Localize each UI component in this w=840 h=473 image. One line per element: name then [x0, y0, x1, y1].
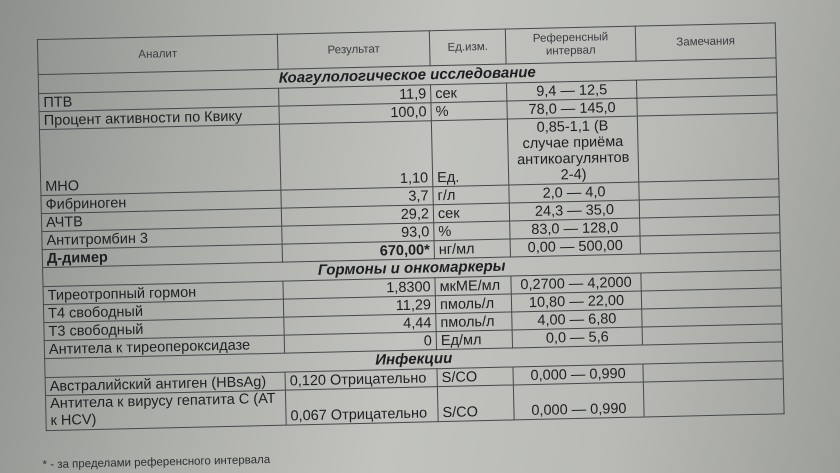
analyte-name: Антитела к тиреопероксидазе	[44, 335, 284, 358]
reference-range: 24,3 — 35,0	[509, 200, 639, 221]
result-value: 0	[284, 332, 436, 353]
analyte-name: Процент активности по Квику	[39, 106, 279, 129]
reference-range: 10,80 — 22,00	[511, 291, 641, 312]
unit: пмоль/л	[435, 294, 511, 314]
unit: мкМЕ/мл	[435, 276, 511, 296]
analyte-name: Австралийский антиген (HBsAg)	[45, 372, 285, 395]
section-infections: Инфекции	[45, 342, 783, 378]
result-value: 11,29	[283, 296, 435, 317]
result-value: 93,0	[282, 223, 434, 244]
unit: нг/мл	[434, 239, 510, 259]
reference-range: 83,0 — 128,0	[510, 218, 640, 239]
header-unit: Ед.изм.	[429, 29, 506, 66]
reference-range: 0,000 — 0,990	[513, 364, 643, 385]
notes-cell	[643, 379, 784, 417]
analyte-name: Т3 свободный	[44, 317, 284, 340]
reference-range: 0,00 — 500,00	[510, 236, 640, 257]
unit: сек	[433, 203, 509, 223]
result-value-flagged: 670,00*	[282, 241, 434, 262]
analyte-name: Д-димер	[42, 244, 282, 267]
reference-range: 4,00 — 6,80	[512, 309, 642, 330]
unit: г/л	[433, 185, 509, 205]
reference-range: 2,0 — 4,0	[509, 182, 639, 203]
footnote: * - за пределами референсного интервала	[42, 453, 271, 472]
unit: %	[431, 101, 507, 121]
result-value: 11,9	[279, 85, 431, 106]
section-hormones: Гормоны и онкомаркеры	[43, 251, 781, 287]
result-value: 1,10	[279, 121, 432, 190]
unit: сек	[431, 83, 507, 103]
analyte-name: Антитела к вирусу гепатита С (АТ к HCV)	[45, 390, 286, 430]
reference-range: 0,0 — 5,6	[512, 327, 642, 348]
analyte-name: Т4 свободный	[43, 299, 283, 322]
analyte-name: МНО	[39, 124, 280, 195]
analyte-name: АЧТВ	[41, 208, 281, 231]
lab-results-table	[37, 22, 785, 431]
reference-range: 0,2700 — 4,2000	[511, 273, 641, 294]
result-value: 0,067 Отрицательно	[285, 387, 438, 425]
section-coagulation: Коагулологическое исследование	[38, 58, 776, 94]
unit: S/CO	[437, 367, 513, 387]
header-analyte: Аналит	[37, 34, 278, 74]
unit: S/CO	[437, 385, 514, 422]
result-value: 4,44	[284, 314, 436, 335]
reference-range: 9,4 — 12,5	[507, 80, 637, 101]
unit: пмоль/л	[436, 312, 512, 332]
result-value: 100,0	[279, 103, 431, 124]
result-value: 1,8300	[283, 278, 435, 299]
unit: %	[434, 221, 510, 241]
analyte-name: Тиреотропный гормон	[43, 281, 283, 304]
unit: Ед/мл	[436, 330, 512, 350]
analyte-name: Антитромбин 3	[42, 226, 282, 249]
reference-range: 0,000 — 0,990	[513, 382, 644, 420]
reference-range: 0,85-1,1 (В случае приёма антикоагулянтов 2-4)	[507, 116, 638, 185]
result-value: 3,7	[281, 187, 433, 208]
analyte-name: Фибриноген	[41, 190, 281, 213]
analyte-name: ПТВ	[39, 88, 279, 111]
result-value: 0,120 Отрицательно	[285, 369, 437, 390]
header-notes: Замечания	[635, 23, 776, 61]
header-result: Результат	[277, 31, 430, 69]
unit: Ед.	[431, 119, 508, 187]
reference-range: 78,0 — 145,0	[507, 98, 637, 119]
notes-cell	[637, 113, 778, 182]
result-value: 29,2	[281, 205, 433, 226]
header-reference: Референсный интервал	[505, 26, 636, 64]
